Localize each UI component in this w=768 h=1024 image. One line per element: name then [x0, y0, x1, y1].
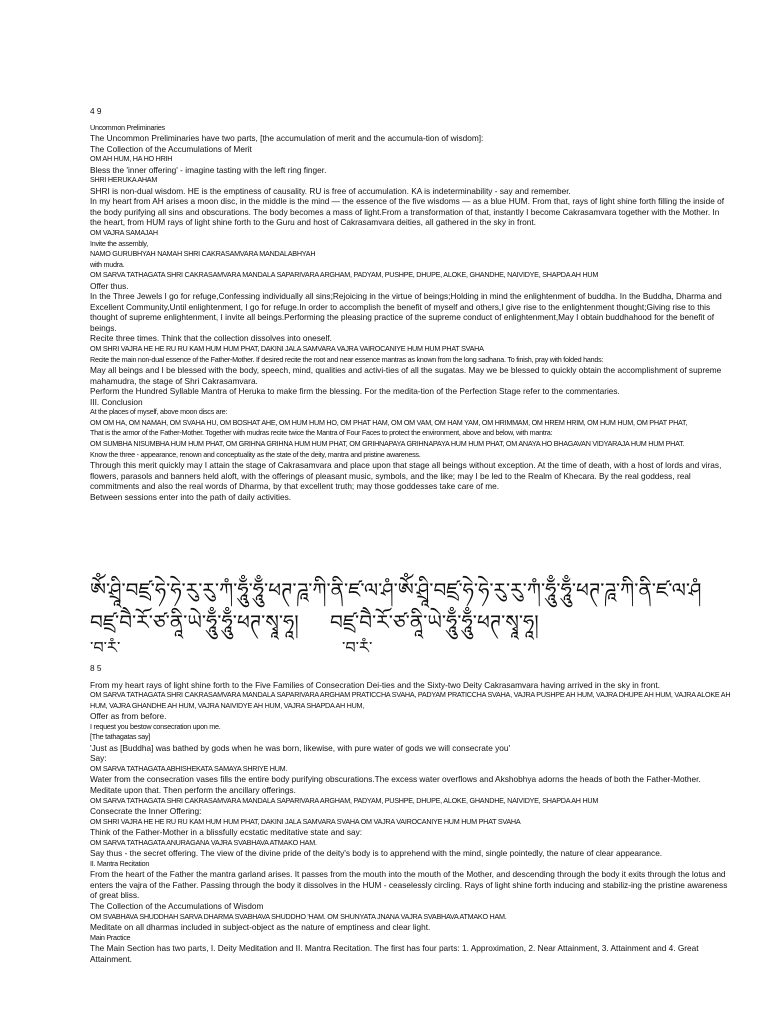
text-line: with mudra. — [90, 259, 125, 269]
text-line: At the places of myself, above moon discs are: — [90, 407, 228, 417]
text-line: OM SARVA TATHAGATA SHRI CAKRASAMVARA MANDALA SAPARIVARA ARGHAM PRATICCHA SVAHA, PADYAM PRATICCHA SVAHA, VAJRA PUSHPE AH HUM, VAJRA DHUPE AH HUM, VAJRA ALOKE AH HUM, VAJRA GHANDHE AH HUM, VAJRA NAIVIDYE AH HUM, VAJRA SHAPDA AH HUM, — [90, 690, 731, 710]
text-line: OM AH HUM, HA HO HRIH — [90, 154, 173, 164]
text-line: In my heart from AH arises a moon disc, in the middle is the mind — the essence of the five wisdoms — as a blue HUM. From that, rays of light shine forth filling the inside of the body purifying all sins and obscurations. The body becomes a mass of light.From a transformation of that, instantly I become Cakrasamvara together with the Mother. In the heart, from HUM rays of light shine forth to the Guru and host of Cakrasamvara deities, all gathered in the sky in front. — [90, 196, 725, 228]
text-line: [The tathagatas say] — [90, 732, 151, 742]
text-line: 8 5 — [90, 663, 102, 673]
text-line: II. Mantra Recitation — [90, 858, 150, 868]
text-line: III. Conclusion — [90, 396, 143, 407]
document-section-2 — [90, 663, 732, 964]
text-line: Know the three - appearance, renown and conceptuality as the state of the deity, mantra and pristine awareness. — [90, 449, 421, 459]
text-line: Bless the 'inner offering' - imagine tasting with the left ring finger. — [90, 164, 327, 175]
text-line: Meditate upon that. Then perform the ancillary offerings. — [90, 785, 296, 796]
text-line: From the heart of the Father the mantra garland arises. It passes from the mouth into the mouth of the Mother, and descending through the body it exits through the lotus and enters the vajra of the Father. Passing through the body it dissolves in the HUM - ceaselessly circling. Rays of light shine forth inducing and stabiliz-ing the pristine awareness of great bliss. — [90, 869, 728, 901]
text-line: May all beings and I be blessed with the body, speech, mind, qualities and activi-ties of all the sugatas. May we be blessed to quickly obtain the accomplishment of supreme mahamudra, the stage of Shri Cakrasamvara. — [90, 365, 722, 386]
tibetan-line-3b: ་བ་རཾ་ — [342, 638, 373, 657]
text-line: Say thus - the secret offering. The view of the divine pride of the deity's body is to apprehend with the mind, single pointedly, the nature of clear appearance. — [90, 848, 663, 859]
text-line: Recite three times. Think that the collection dissolves into oneself. — [90, 333, 332, 344]
tibetan-line-2b: བཛྲ་བཻ་རོ་ཙ་ནཱི་ཡེ་ཧཱུྃ་ཧཱུྃ་ཕཊ་སྭཱ་ཧཱ། — [330, 610, 539, 634]
text-line: OM SHRI VAJRA HE HE RU RU KAM HUM HUM PHAT, DAKINI JALA SAMVARA SVAHA OM VAJRA VAIROCANIYE HUM HUM PHAT SVAHA — [90, 816, 521, 826]
text-line: Perform the Hundred Syllable Mantra of Heruka to make firm the blessing. For the medita-tion of the Perfection Stage refer to the commentaries. — [90, 386, 620, 397]
text-line: OM SARVA TATHAGATA ANURAGANA VAJRA SVABHAVA ATMAKO HAM. — [90, 837, 317, 847]
document-section-1 — [90, 106, 732, 502]
text-line: In the Three Jewels I go for refuge,Confessing individually all sins;Rejoicing in the virtue of beings;Holding in mind the enlightenment of buddha. In the Buddha, Dharma and Excellent Community,Until enlightenment, I go for refuge.In order to accomplish the benefit of myself and others,I give rise to the enlightenment thought;Giving rise to this thought of supreme enlightenment, I invite all beings.Performing the pleasing practice of the supreme conduct of enlightenment,May I obtain buddhahood for the benefit of beings. — [90, 291, 722, 333]
text-line: Offer as from before. — [90, 711, 167, 722]
text-line: 4 9 — [90, 106, 102, 116]
text-line: The Collection of the Accumulations of Wisdom — [90, 901, 264, 912]
tibetan-mantra-block — [90, 568, 740, 658]
text-line: 'Just as [Buddha] was bathed by gods when he was born, likewise, with pure water of gods we will consecrate you' — [90, 742, 511, 753]
text-line: SHRI HERUKA AHAM — [90, 175, 158, 185]
text-line: Between sessions enter into the path of daily activities. — [90, 491, 292, 502]
text-line: NAMO GURUBHYAH NAMAH SHRI CAKRASAMVARA MANDALABHYAH — [90, 249, 316, 259]
text-line: OM OM HA, OM NAMAH, OM SVAHA HU, OM BOSHAT AHE, OM HUM HUM HO, OM PHAT HAM, OM OM VAM, OM HAM YAM, OM HRIMMAM, OM HREM HRIM, OM HUM HUM, OM PHAT PHAT, — [90, 417, 688, 427]
text-line: OM SUMBHA NISUMBHA HUM HUM PHAT, OM GRIHNA GRIHNA HUM HUM PHAT, OM GRIHNAPAYA GRIHNAPAYA HUM HUM PHAT, OM ANAYA HO BHAGAVAN VIDYARAJA HUM HUM PHAT. — [90, 438, 685, 448]
text-line: Recite the main non-dual essence of the Father-Mother. If desired recite the root and near essence mantras as known from the long sadhana. To finish, pray with folded hands: — [90, 354, 604, 364]
text-line: OM SARVA TATHAGATA SHRI CAKRASAMVARA MANDALA SAPARIVARA ARGHAM, PADYAM, PUSHPE, DHUPE, ALOKE, GHANDHE, NAIVIDYE, SHAPDA AH HUM — [90, 270, 599, 280]
text-line: I request you bestow consecration upon me. — [90, 721, 221, 731]
tibetan-line-2a: བཛྲ་བཻ་རོ་ཙ་ནཱི་ཡེ་ཧཱུྃ་ཧཱུྃ་ཕཊ་སྭཱ་ཧཱ། — [90, 610, 299, 634]
text-line: Say: — [90, 753, 107, 764]
text-line: OM SARVA TATHAGATA SHRI CAKRASAMVARA MANDALA SAPARIVARA ARGHAM, PADYAM, PUSHPE, DHUPE, ALOKE, GHANDHE, NAIVIDYE, SHAPDA AH HUM — [90, 795, 599, 805]
text-line: SHRI is non-dual wisdom. HE is the emptiness of causality. RU is free of accumulation. KA is indeterminability - say and remember. — [90, 185, 571, 196]
tibetan-line-1: ཨོཾ་ཤྲཱི་བཛྲ་ཧེ་ཧེ་རུ་རུ་ཀཾ་ཧཱུྃ་ཧཱུྃ་ཕཊ་ཌཱ་ཀི་ནི་ཛ་ལ་ཤཾ་ཨོཾ་ཤྲཱི་བཛྲ་ཧེ་ཧེ་རུ་རུ་ཀཾ་ཧཱུྃ་ཧཱུྃ་ཕཊ་ཌཱ་ཀི་ནི་ཛ་ལ་ཤཾ — [90, 578, 702, 602]
text-line: Invite the assembly, — [90, 238, 148, 248]
text-line: OM SHRI VAJRA HE HE RU RU KAM HUM HUM PHAT, DAKINI JALA SAMVARA VAJRA VAIROCANIYE HUM HUM PHAT SVAHA — [90, 344, 484, 354]
text-line: That is the armor of the Father-Mother. Together with mudras recite twice the Mantra of Four Faces to protect the environment, above and below, with mantra: — [90, 428, 553, 438]
text-line: From my heart rays of light shine forth to the Five Families of Consecration Dei-ties and the Sixty-two Deity Cakrasamvara having arrived in the sky in front. — [90, 679, 660, 690]
text-line: The Uncommon Preliminaries have two parts, [the accumulation of merit and the accumula-tion of wisdom]: — [90, 133, 484, 144]
text-line: OM VAJRA SAMAJAH — [90, 228, 158, 238]
text-line: The Collection of the Accumulations of Merit — [90, 143, 252, 154]
text-line: Offer thus. — [90, 280, 129, 291]
text-line: OM SARVA TATHAGATA ABHISHEKATA SAMAYA SHRIYE HUM. — [90, 763, 288, 773]
text-line: Main Practice — [90, 932, 131, 942]
tibetan-line-3a: ་བ་རཾ་ — [90, 638, 121, 657]
text-line: Uncommon Preliminaries — [90, 122, 165, 132]
text-line: The Main Section has two parts, I. Deity Meditation and II. Mantra Recitation. The first has four parts: 1. Approximation, 2. Near Attainment, 3. Attainment and 4. Great Attainment. — [90, 943, 699, 964]
text-line: Meditate on all dharmas included in subject-object as the nature of emptiness and clear light. — [90, 922, 431, 933]
text-line: Through this merit quickly may I attain the stage of Cakrasamvara and place upon that stage all beings without exception. At the time of death, with a host of lords and viras, flowers, parasols and banners held aloft, with the offerings of pleasant music, symbols, and the like; may I be led to the Realm of Khecara. By the real goddess, real commitments and also the real words of Dharma, by that excellent truth; may those goddesses take care of me. — [90, 460, 722, 492]
text-line: OM SVABHAVA SHUDDHAH SARVA DHARMA SVABHAVA SHUDDHO 'HAM. OM SHUNYATA JNANA VAJRA SVABHAVA ATMAKO HAM. — [90, 911, 507, 921]
text-line: Consecrate the Inner Offering: — [90, 806, 202, 817]
text-line: Water from the consecration vases fills the entire body purifying obscurations.The excess water overflows and Akshobhya adorns the heads of both the Father-Mother. — [90, 774, 701, 785]
text-line: Think of the Father-Mother in a blissfully ecstatic meditative state and say: — [90, 827, 363, 838]
